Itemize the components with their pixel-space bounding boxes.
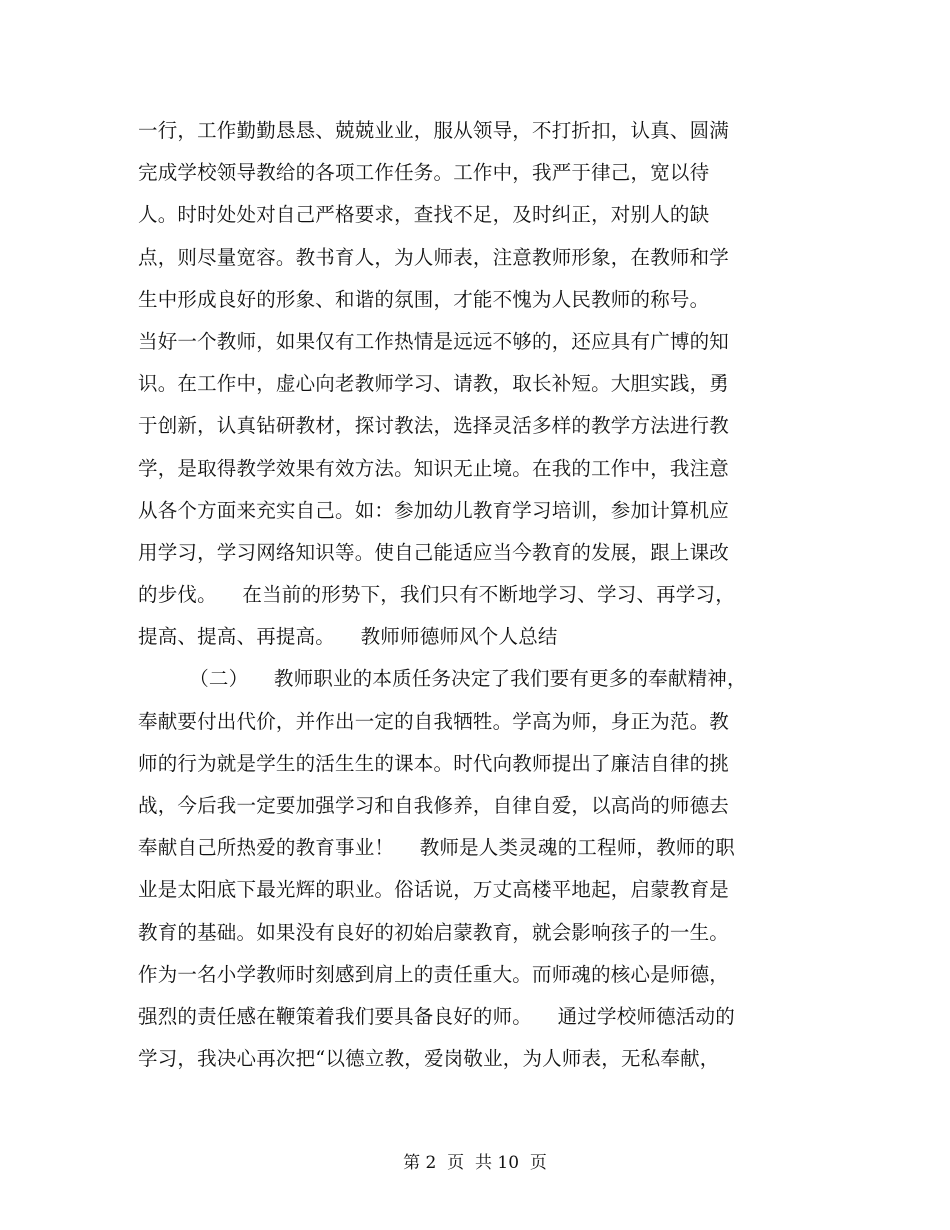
text-line-17: 战，今后我一定要加强学习和自我修养，自律自爱，以高尚的师德去 — [138, 794, 730, 817]
text-line-9: 学，是取得教学效果有效方法。知识无止境。在我的工作中，我注意 — [138, 456, 730, 480]
text-line-19: 业是太阳底下最光辉的职业。俗话说，万丈高楼平地起，启蒙教育是 — [138, 878, 730, 902]
text-line-3: 人。时时处处对自己严格要求，查找不足，及时纠正，对别人的缺 — [138, 203, 710, 227]
text-line-1: 一行，工作勤勤恳恳、兢兢业业，服从领导，不打折扣，认真、圆满 — [138, 119, 730, 142]
text-line-10: 从各个方面来充实自己。如：参加幼儿教育学习培训，参加计算机应 — [138, 498, 730, 522]
text-line-21: 作为一名小学教师时刻感到肩上的责任重大。而师魂的核心是师德， — [138, 962, 730, 986]
text-line-6: 当好一个教师，如果仅有工作热情是远远不够的，还应具有广博的知 — [138, 329, 730, 353]
text-line-14: （二） 教师职业的本质任务决定了我们要有更多的奉献精神， — [138, 667, 747, 691]
text-line-22: 强烈的责任感在鞭策着我们要具备良好的师。 通过学校师德活动的 — [138, 1004, 735, 1028]
text-line-16: 师的行为就是学生的活生生的课本。时代向教师提出了廉洁自律的挑 — [138, 751, 730, 775]
page-number-footer: 第 2 页 共 10 页 — [403, 1153, 547, 1173]
text-line-5: 生中形成良好的形象、和谐的氛围，才能不愧为人民教师的称号。 — [138, 287, 710, 311]
text-line-4: 点，则尽量宽容。教书育人，为人师表，注意教师形象，在教师和学 — [138, 245, 730, 269]
text-line-2: 完成学校领导教给的各项工作任务。工作中，我严于律己，宽以待 — [138, 161, 710, 185]
text-line-20: 教育的基础。如果没有良好的初始启蒙教育，就会影响孩子的一生。 — [138, 920, 730, 944]
text-line-18: 奉献自己所热爱的教育事业！ 教师是人类灵魂的工程师，教师的职 — [138, 836, 735, 860]
text-line-23: 学习，我决心再次把“以德立教，爱岗敬业，为人师表，无私奉献， — [138, 1047, 720, 1071]
text-line-13: 提高、提高、再提高。 教师师德师风个人总结 — [138, 625, 558, 649]
text-line-7: 识。在工作中，虚心向老教师学习、请教，取长补短。大胆实践，勇 — [138, 372, 730, 396]
text-line-15: 奉献要付出代价，并作出一定的自我牺牲。学高为师，身正为范。教 — [138, 709, 730, 733]
text-line-8: 于创新，认真钻研教材，探讨教法，选择灵活多样的教学方法进行教 — [138, 414, 730, 438]
text-line-12: 的步伐。 在当前的形势下，我们只有不断地学习、学习、再学习， — [138, 583, 735, 607]
text-line-11: 用学习，学习网络知识等。使自己能适应当今教育的发展，跟上课改 — [138, 540, 730, 564]
body-text — [138, 110, 798, 1080]
